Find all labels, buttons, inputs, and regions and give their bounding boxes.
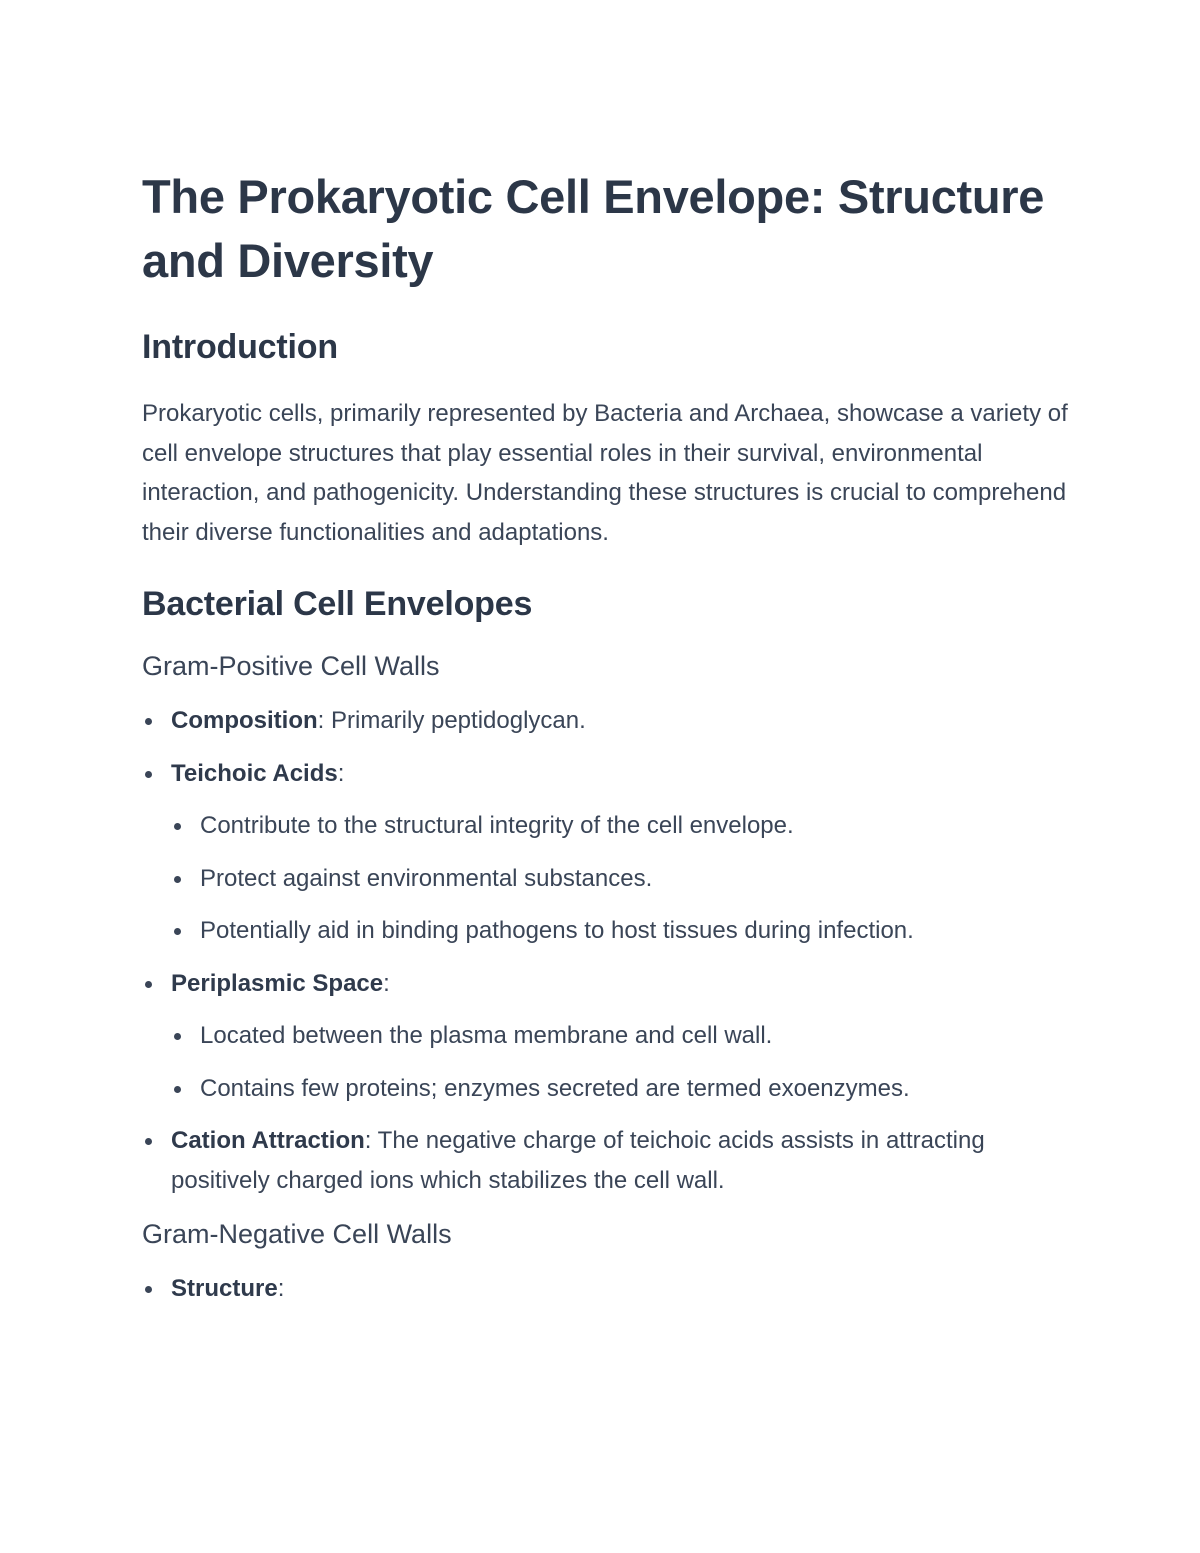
- introduction-heading: Introduction: [142, 328, 338, 366]
- bacterial-envelopes-heading: Bacterial Cell Envelopes: [142, 585, 533, 623]
- list-item-composition: [142, 701, 1072, 741]
- bullet-icon: [145, 771, 152, 778]
- list-item-periplasmic-space: [142, 964, 1072, 1004]
- teichoic-item-text: Contribute to the structural integrity of the cell envelope.: [200, 812, 794, 839]
- list-item: [142, 806, 1072, 846]
- composition-text: : Primarily peptidoglycan.: [317, 707, 586, 734]
- periplasmic-item-text: Contains few proteins; enzymes secreted are termed exoenzymes.: [200, 1074, 910, 1102]
- list-item: [142, 911, 1072, 951]
- bullet-icon: [145, 718, 152, 725]
- bullet-icon: [145, 1286, 152, 1293]
- cation-text: : The negative charge of teichoic acids assists in attracting positively charged ions which stabilizes the cell wall.: [171, 1127, 985, 1194]
- periplasmic-text: :: [383, 969, 390, 997]
- bullet-icon: [174, 823, 181, 830]
- teichoic-item-text: Potentially aid in binding pathogens to host tissues during infection.: [200, 917, 914, 944]
- list-item: [142, 1016, 1072, 1056]
- gram-positive-list: [142, 701, 1072, 1200]
- document-page: [142, 165, 1072, 1309]
- structure-label: Structure: [171, 1275, 278, 1302]
- periplasmic-item-text: Located between the plasma membrane and cell wall.: [200, 1022, 773, 1049]
- structure-text: :: [277, 1275, 285, 1302]
- bullet-icon: [174, 928, 181, 935]
- bullet-icon: [145, 1138, 152, 1145]
- list-item-teichoic-acids: [142, 754, 1072, 794]
- introduction-paragraph: Prokaryotic cells, primarily represented by Bacteria and Archaea, showcase a variety of cell envelope structures that play essential roles in their survival, environmental interaction, and pathogenicity. Understanding these structures is crucial to comprehend their diverse functionalities and adaptations.: [142, 400, 1068, 546]
- cation-label: Cation Attraction: [171, 1127, 365, 1154]
- page-title: The Prokaryotic Cell Envelope: Structure and Diversity: [142, 170, 1045, 287]
- bullet-icon: [174, 876, 181, 883]
- teichoic-label: Teichoic Acids: [171, 759, 338, 787]
- list-item: [142, 1069, 1072, 1109]
- bullet-icon: [174, 1033, 181, 1040]
- list-item: [142, 859, 1072, 899]
- teichoic-text: :: [337, 759, 345, 787]
- gram-positive-heading: Gram-Positive Cell Walls: [142, 651, 440, 681]
- bullet-icon: [145, 981, 152, 988]
- bullet-icon: [174, 1086, 181, 1093]
- list-item-cation-attraction: [142, 1121, 1072, 1200]
- list-item-structure: [142, 1269, 1072, 1309]
- periplasmic-label: Periplasmic Space: [171, 969, 384, 997]
- gram-negative-heading: Gram-Negative Cell Walls: [142, 1219, 452, 1249]
- teichoic-item-text: Protect against environmental substances.: [200, 864, 653, 892]
- gram-negative-list: [142, 1269, 1072, 1309]
- composition-label: Composition: [171, 707, 318, 734]
